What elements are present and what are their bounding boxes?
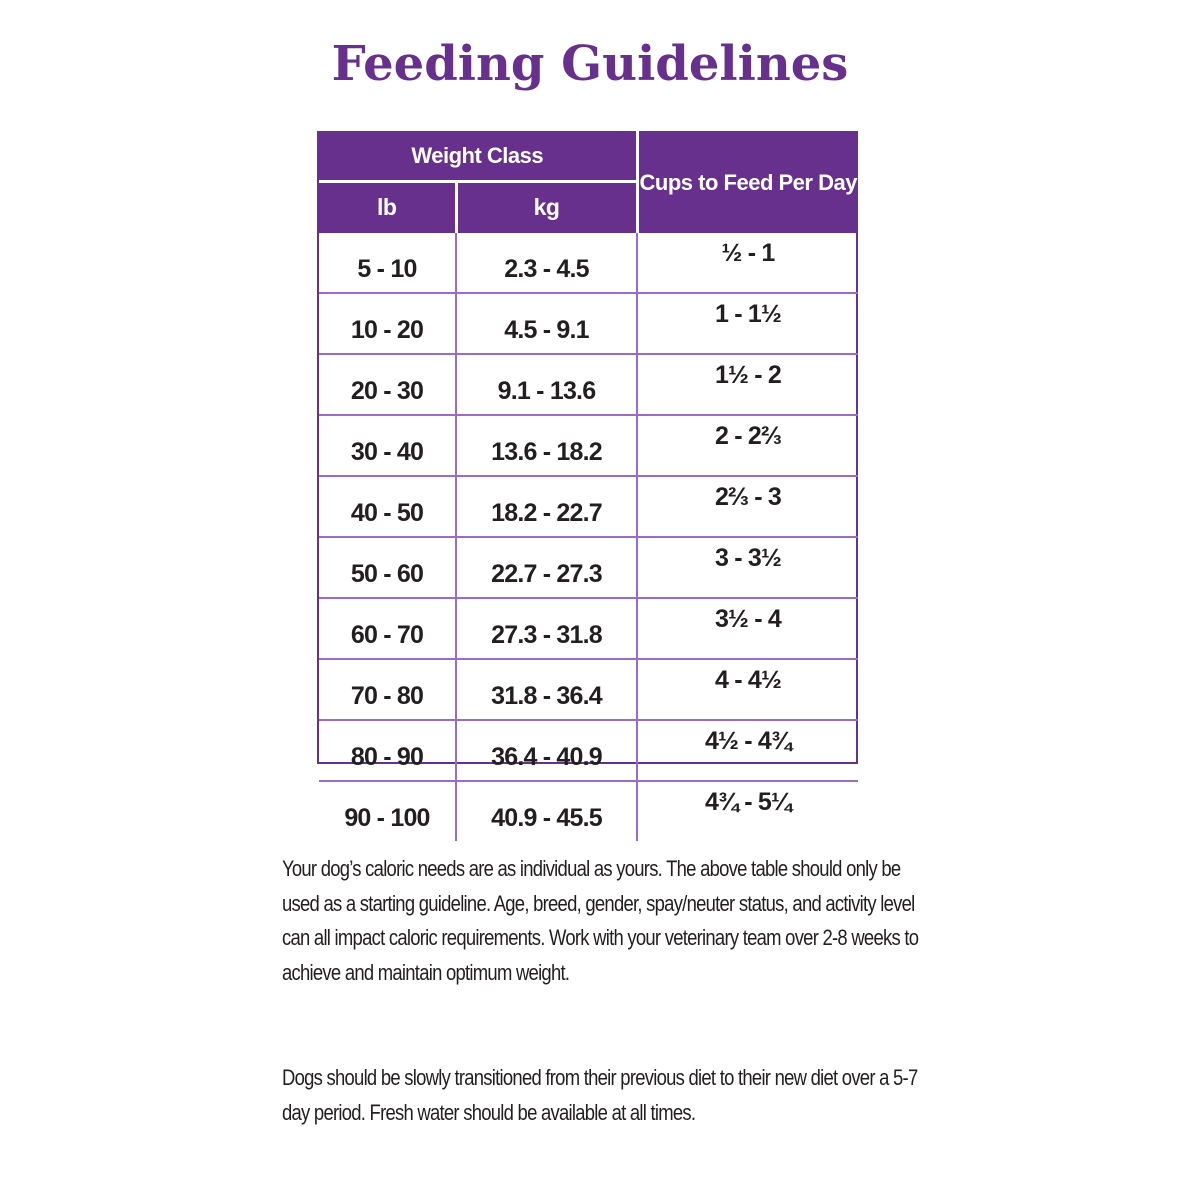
kg-cell: 22.7 - 27.3: [456, 537, 637, 598]
kg-cell: 40.9 - 45.5: [456, 781, 637, 841]
cups-cell: 2 - 2⅔: [637, 415, 858, 476]
kg-header: kg: [456, 182, 637, 233]
table-row: [319, 598, 858, 659]
cups-per-day-header: Cups to Feed Per Day: [637, 131, 858, 232]
caloric-needs-paragraph: Your dog’s caloric needs are as individual as yours. The above table should only be used as a starting guideline. Age, breed, gender, spay/neuter status, and activity level can all impact caloric requirements. Work with your veterinary team over 2-8 weeks to achieve and maintain optimum weight.: [282, 856, 919, 985]
kg-cell: 31.8 - 36.4: [456, 659, 637, 720]
page-title: Feeding Guidelines: [331, 36, 849, 92]
table-row: [319, 720, 858, 781]
cups-cell: 4½ - 4¾: [637, 720, 858, 781]
lb-cell: 70 - 80: [319, 659, 456, 720]
diet-transition-paragraph: Dogs should be slowly transitioned from their previous diet to their new diet over a 5-7 day period. Fresh water should be available at all times.: [282, 1065, 918, 1125]
cups-cell: 4¾ - 5¼: [637, 781, 858, 841]
lb-cell: 80 - 90: [319, 720, 456, 781]
cups-cell: 1 - 1½: [637, 293, 858, 354]
lb-cell: 60 - 70: [319, 598, 456, 659]
feeding-guidelines-table: [319, 131, 858, 841]
table-row: [319, 659, 858, 720]
kg-cell: 4.5 - 9.1: [456, 293, 637, 354]
kg-cell: 13.6 - 18.2: [456, 415, 637, 476]
cups-cell: 4 - 4½: [637, 659, 858, 720]
weight-class-header: Weight Class: [319, 131, 637, 182]
lb-cell: 10 - 20: [319, 293, 456, 354]
table-row: [319, 293, 858, 354]
cups-cell: 2⅔ - 3: [637, 476, 858, 537]
table-row: [319, 415, 858, 476]
table-row: [319, 354, 858, 415]
feeding-table: [317, 131, 858, 832]
table-row: [319, 232, 858, 293]
table-row: [319, 537, 858, 598]
cups-cell: ½ - 1: [637, 232, 858, 293]
cups-cell: 3½ - 4: [637, 598, 858, 659]
kg-cell: 9.1 - 13.6: [456, 354, 637, 415]
kg-cell: 18.2 - 22.7: [456, 476, 637, 537]
lb-cell: 30 - 40: [319, 415, 456, 476]
kg-cell: 27.3 - 31.8: [456, 598, 637, 659]
lb-cell: 20 - 30: [319, 354, 456, 415]
lb-cell: 40 - 50: [319, 476, 456, 537]
lb-cell: 5 - 10: [319, 232, 456, 293]
kg-cell: 2.3 - 4.5: [456, 232, 637, 293]
cups-cell: 3 - 3½: [637, 537, 858, 598]
table-row: [319, 476, 858, 537]
kg-cell: 36.4 - 40.9: [456, 720, 637, 781]
cups-cell: 1½ - 2: [637, 354, 858, 415]
table-row: [319, 781, 858, 841]
lb-cell: 90 - 100: [319, 781, 456, 841]
lb-header: lb: [319, 182, 456, 233]
lb-cell: 50 - 60: [319, 537, 456, 598]
